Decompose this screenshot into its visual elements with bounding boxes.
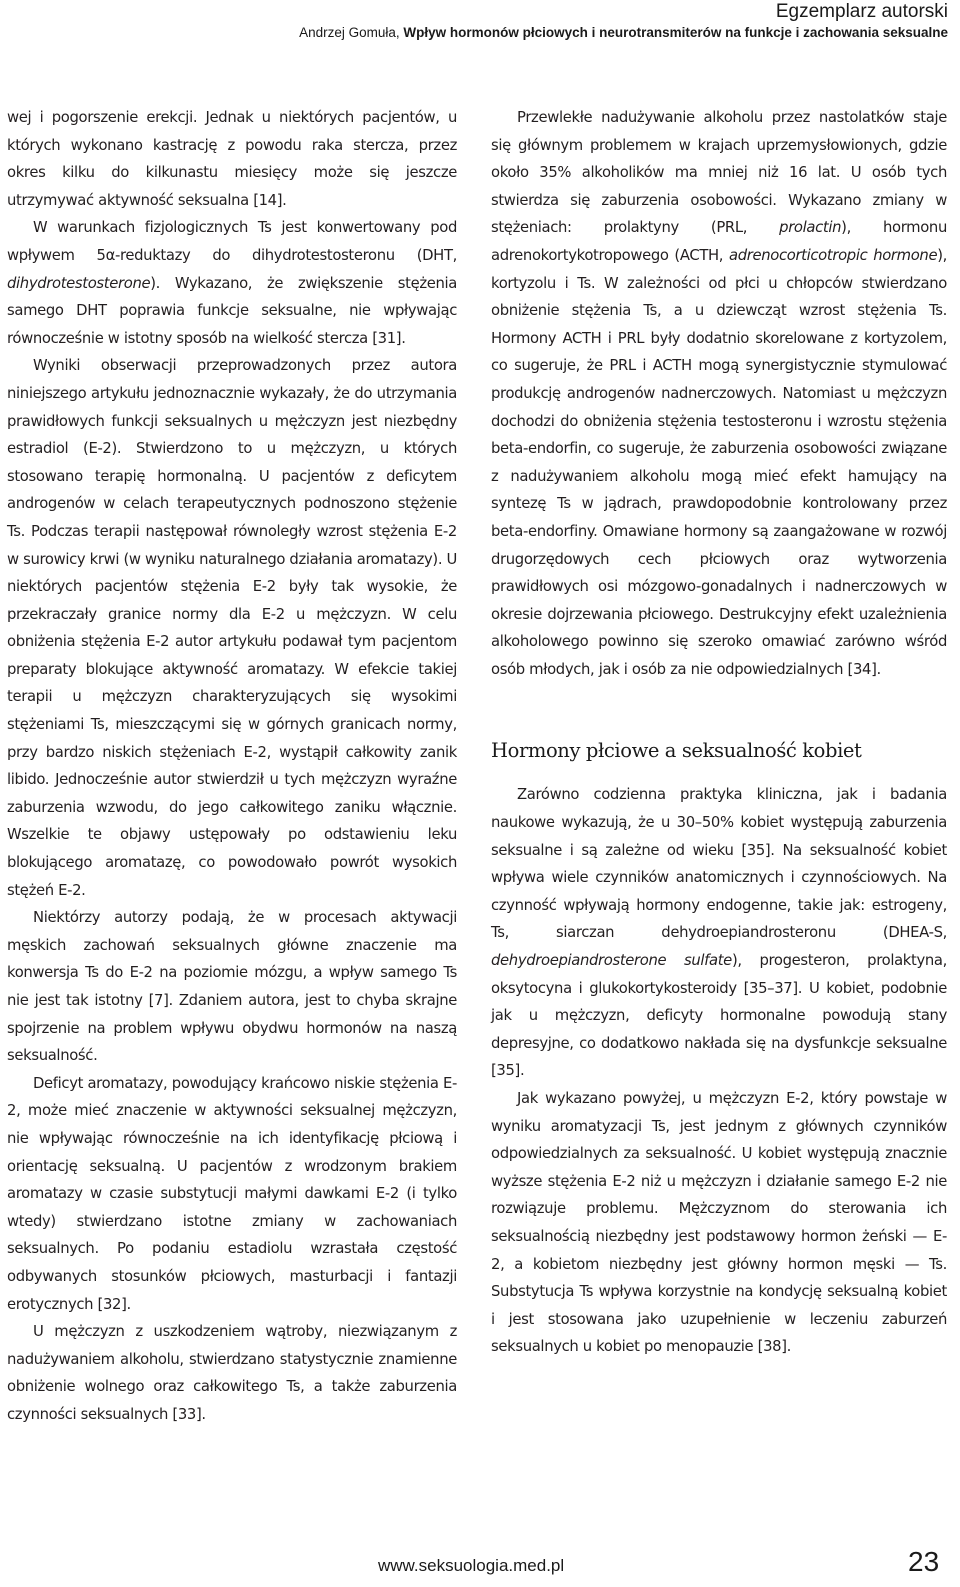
text-run: ). Wykazano, że zwiększenie stężenia samego DHT poprawia funkcje seksualne, nie wpływając równocześnie w istotny sposób na wielkość stercza [31]. (7, 274, 457, 347)
paragraph: Deficyt aromatazy, powodujący krańcowo niskie stężenia E-2, może mieć znaczenie w aktywności seksualnej mężczyzn, nie wpływając równocześnie na ich identyfikację płciową i orientację seksualną. U pacjentów z wrodzonym brakiem aromatazy w czasie substytucji małymi dawkami E-2 (i tylko wtedy) stwierdzano istotne zmiany w zachowaniach seksualnych. Po podaniu estadiolu wzrastała częstość odbywanych stosunków płciowych, masturbacji i fantazji erotycznych [32]. (7, 1074, 457, 1313)
header-authors: Andrzej Gomuła, (299, 25, 400, 40)
copy-label: Egzemplarz autorski (775, 1, 948, 22)
journal-url: www.seksuologia.med.pl (378, 1556, 565, 1575)
header-article-title: Wpływ hormonów płciowych i neurotransmiterów na funkcje i zachowania seksualne (403, 25, 948, 40)
paragraph: Wyniki obserwacji przeprowadzonych przez autora niniejszego artykułu jednoznacznie wykazały, że do utrzymania prawidłowych funkcji seksualnych u mężczyzn jest niezbędny estradiol (E-2). Stwierdzono to u mężczyzn, u których stosowano terapię hormonalną. U pacjentów z deficytem androgenów w celach terapeutycznych podnoszono stężenie Ts. Podczas terapii następował równoległy wzrost stężenia E-2 w surowicy krwi (w wyniku naturalnego działania aromatazy). U niektórych pacjentów stężenia E-2 były tak wysokie, że przekraczały granice normy dla E-2 u mężczyzn. W celu obniżenia stężenia E-2 autor artykułu podawał tym pacjentom preparaty blokujące aktywność aromatazy. W efekcie takiej terapii u mężczyzn charakteryzujących się wysokimi stężeniami Ts, mieszczącymi się w górnych granicach normy, przy bardzo niskich stężeniach E-2, wystąpił całkowity zanik libido. Jednocześnie autor stwierdził u tych mężczyzn wyraźne zaburzenia wzwodu, do jego całkowitego zaniku włącznie. Wszelkie te objawy ustępowały po odstawieniu leku blokującego aromatazę, co powodowało powrót wysokich stężeń E-2. (7, 357, 458, 899)
paragraph: Niektórzy autorzy podają, że w procesach aktywacji męskich zachowań seksualnych główne znaczenie ma konwersja Ts do E-2 na poziomie mózgu, a wpływ samego Ts nie jest tak istotny [7]. Zdaniem autora, jest to chyba skrajne spojrzenie na problem wpływu obydwu hormonów na naszą seksualność. (7, 909, 457, 1065)
text-run: ), progesteron, prolaktyna, oksytocyna i glukokortykosteroidy [35–37]. U kobiet, podobnie jak u mężczyzn, deficyty hormonalne powodują stany depresyjne, co dodatkowo nakłada się na dysfunkcje seksualne [35]. (491, 952, 947, 1080)
text-run: W warunkach fizjologicznych Ts jest konwertowany pod wpływem 5α-reduktazy do dihydrotestosteronu (DHT, (7, 219, 457, 264)
section-heading: Hormony płciowe a seksualność kobiet (491, 739, 862, 763)
citation-line (299, 24, 948, 42)
paragraph (7, 214, 457, 352)
text-run: Zarówno codzienna praktyka kliniczna, jak i badania naukowe wykazują, że u 30–50% kobiet występują zaburzenia seksualne i są zależne od wieku [35]. Na seksualność kobiet wpływa wiele czynników anatomicznych i czynnościowych. Na czynność wpływają hormony endogenne, takie jak: estrogeny, Ts, siarczan dehydroepiandrosteronu (DHEA-S, (491, 786, 947, 942)
paragraph: Jak wykazano powyżej, u mężczyzn E-2, który powstaje w wyniku aromatyzacji Ts, jest jednym z głównych czynników odpowiedzialnych za seksualność. U kobiet występują znacznie wyższe stężenia E-2 niż u mężczyzn i działanie samego E-2 nie rozwiązuje problemu. Mężczyznom do sterowania ich seksualnością niezbędny jest podstawowy hormon żeński — E-2, a kobietom niezbędny jest główny hormon męski — Ts. Substytucja Ts wpływa korzystnie na kondycję seksualną kobiet i jest stosowana jako uzupełnienie w leczeniu zaburzeń seksualnych u kobiet po menopauzie [38]. (491, 1090, 947, 1356)
paragraph: U mężczyzn z uszkodzeniem wątroby, niezwiązanym z nadużywaniem alkoholu, stwierdzano statystycznie znamienne obniżenie wolnego oraz całkowitego Ts, a także zaburzenia czynności seksualnych [33]. (7, 1323, 457, 1423)
left-column (7, 104, 457, 1429)
text-run: ), hormonu adrenokortykotropowego (ACTH, (491, 219, 947, 264)
text-run: Przewlekłe nadużywanie alkoholu przez nastolatków staje się głównym problemem w krajach uprzemysłowionych, gdzie około 35% alkoholików ma mniej niż 16 lat. U osób tych stwierdza się zaburzenia osobowości. Wykazano zmiany w stężeniach: prolaktyny (PRL, (491, 109, 947, 237)
right-column (491, 104, 947, 1361)
italic-term: adrenocorticotropic hormone (728, 246, 938, 264)
paragraph (491, 104, 947, 683)
italic-term: dehydroepiandrosterone sulfate (491, 952, 732, 970)
paragraph (491, 781, 947, 1085)
italic-term: dihydrotestosterone (7, 274, 151, 292)
text-run: ), kortyzolu i Ts. W zależności od płci u chłopców stwierdzano obniżenie stężenia Ts, a u dziewcząt wzrost stężenia Ts. Hormony ACTH i PRL były dodatnio skorelowane z kortyzolem, co sugeruje, że PRL i ACTH mogą synergistycznie stymulować produkcję androgenów nadnerczowych. Natomiast u mężczyzn dochodzi do obniżenia stężenia testosteronu i wzrostu stężenia beta-endorfin, co sugeruje, że zaburzenia osobowości związane z nadużywaniem alkoholu mogą mieć efekt hamujący na syntezę Ts w jądrach, prawdopodobnie kontrolowany przez beta-endorfiny. Omawiane hormony są zaangażowane w rozwój drugorzędowych cech płciowych oraz wytworzenia prawidłowych osi mózgowo-gonadalnych i nadnerczowych w okresie dojrzewania płciowego. Destrukcyjny efekt uzależnienia alkoholowego powinno się szeroko omawiać zarówno wśród osób młodych, jak i osób za nie odpowiedzialnych [34]. (491, 246, 947, 678)
page-number: 23 (908, 1546, 940, 1577)
paragraph: wej i pogorszenie erekcji. Jednak u niektórych pacjentów, u których wykonano kastrację z powodu raka sterczа, przez okres kilku do kilkunastu miesięcy może się jeszcze utrzymywać aktywność seksualna [14]. (7, 109, 457, 209)
italic-term: prolactin (779, 219, 842, 237)
running-header (299, 0, 948, 42)
